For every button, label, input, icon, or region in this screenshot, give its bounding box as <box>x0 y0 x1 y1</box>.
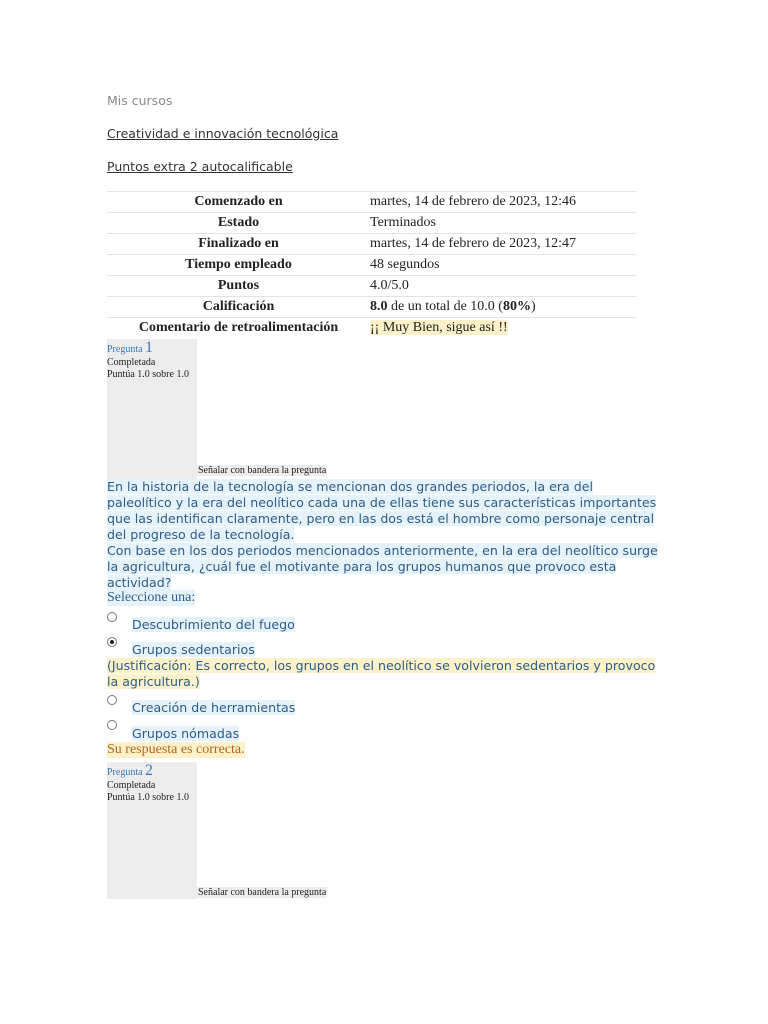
grade-end: ) <box>530 299 536 314</box>
question-2-info <box>107 762 197 899</box>
started-value: martes, 14 de febrero de 2023, 12:46 <box>370 192 636 213</box>
question-1-score: Puntúa 1.0 sobre 1.0 <box>107 369 189 380</box>
time-label: Tiempo empleado <box>107 255 370 276</box>
grade-score: 8.0 <box>370 299 388 314</box>
points-label: Puntos <box>107 276 370 297</box>
started-label: Comenzado en <box>107 192 370 213</box>
state-label: Estado <box>107 213 370 234</box>
question-1-num: 1 <box>145 339 154 356</box>
question-1-paragraph-2: Con base en los dos periodos mencionados anteriormente, en la era del neolítico surge la agricultura, ¿cuál fue el motivante para los grupos humanos que provoco esta actividad? <box>107 543 658 590</box>
summary-row-feedback <box>107 318 636 339</box>
feedback-text: ¡¡ Muy Bien, sigue así !! <box>370 320 508 335</box>
summary-row-time <box>107 255 636 276</box>
answer-result: Su respuesta es correcta. <box>107 742 245 757</box>
grade-label: Calificación <box>107 297 370 318</box>
option-1-label[interactable]: Descubrimiento del fuego <box>132 617 295 632</box>
question-1-paragraph-1: En la historia de la tecnología se mencionan dos grandes periodos, la era del paleolítico y la era del neolítico cada una de ellas tiene sus características importantes que las identifican claramente, pero en las dos está el hombre como personaje central del progreso de la tecnología. <box>107 479 657 542</box>
summary-row-points <box>107 276 636 297</box>
finished-label: Finalizado en <box>107 234 370 255</box>
question-2-status: Completada <box>107 780 156 791</box>
question-2-score: Puntúa 1.0 sobre 1.0 <box>107 792 189 803</box>
attempt-summary-table <box>107 191 636 338</box>
select-one-prompt: Seleccione una: <box>107 590 196 605</box>
question-1-text-1 <box>107 479 659 543</box>
time-value: 48 segundos <box>370 255 636 276</box>
question-1-text-2 <box>107 543 659 591</box>
option-4-label[interactable]: Grupos nómadas <box>132 726 240 741</box>
justification-text: (Justificación: Es correcto, los grupos en el neolítico se volvieron sedentarios y provoco la agricultura.) <box>107 658 656 689</box>
question-1-number <box>107 339 197 357</box>
summary-row-state <box>107 213 636 234</box>
course-link[interactable]: Creatividad e innovación tecnológica <box>107 126 339 141</box>
option-3-label[interactable]: Creación de herramientas <box>132 700 296 715</box>
question-2-number <box>107 762 197 780</box>
grade-mid: de un total de 10.0 ( <box>387 299 503 314</box>
finished-value: martes, 14 de febrero de 2023, 12:47 <box>370 234 636 255</box>
option-2-radio[interactable] <box>107 637 117 647</box>
quiz-link[interactable]: Puntos extra 2 autocalificable <box>107 159 293 174</box>
option-4-radio[interactable] <box>107 720 117 730</box>
grade-value <box>370 297 636 318</box>
question-2-label: Pregunta <box>107 767 143 778</box>
justification <box>107 658 659 690</box>
question-1-info <box>107 339 197 479</box>
grade-percent: 80% <box>502 299 531 314</box>
summary-row-grade <box>107 297 636 318</box>
flag-question-2-link[interactable]: Señalar con bandera la pregunta <box>198 887 327 898</box>
breadcrumb-course[interactable] <box>107 126 338 141</box>
summary-row-started <box>107 192 636 213</box>
state-value: Terminados <box>370 213 636 234</box>
question-1-label: Pregunta <box>107 344 143 355</box>
question-2-num: 2 <box>145 762 154 779</box>
summary-row-finished <box>107 234 636 255</box>
breadcrumb-quiz[interactable] <box>107 159 293 174</box>
option-2-label[interactable]: Grupos sedentarios <box>132 642 255 657</box>
question-1-status: Completada <box>107 357 156 368</box>
feedback-label: Comentario de retroalimentación <box>107 318 370 339</box>
feedback-value <box>370 318 636 339</box>
option-1-radio[interactable] <box>107 612 117 622</box>
flag-question-1-link[interactable]: Señalar con bandera la pregunta <box>198 465 327 476</box>
option-3-radio[interactable] <box>107 695 117 705</box>
breadcrumb-my-courses[interactable]: Mis cursos <box>107 93 173 108</box>
points-value: 4.0/5.0 <box>370 276 636 297</box>
